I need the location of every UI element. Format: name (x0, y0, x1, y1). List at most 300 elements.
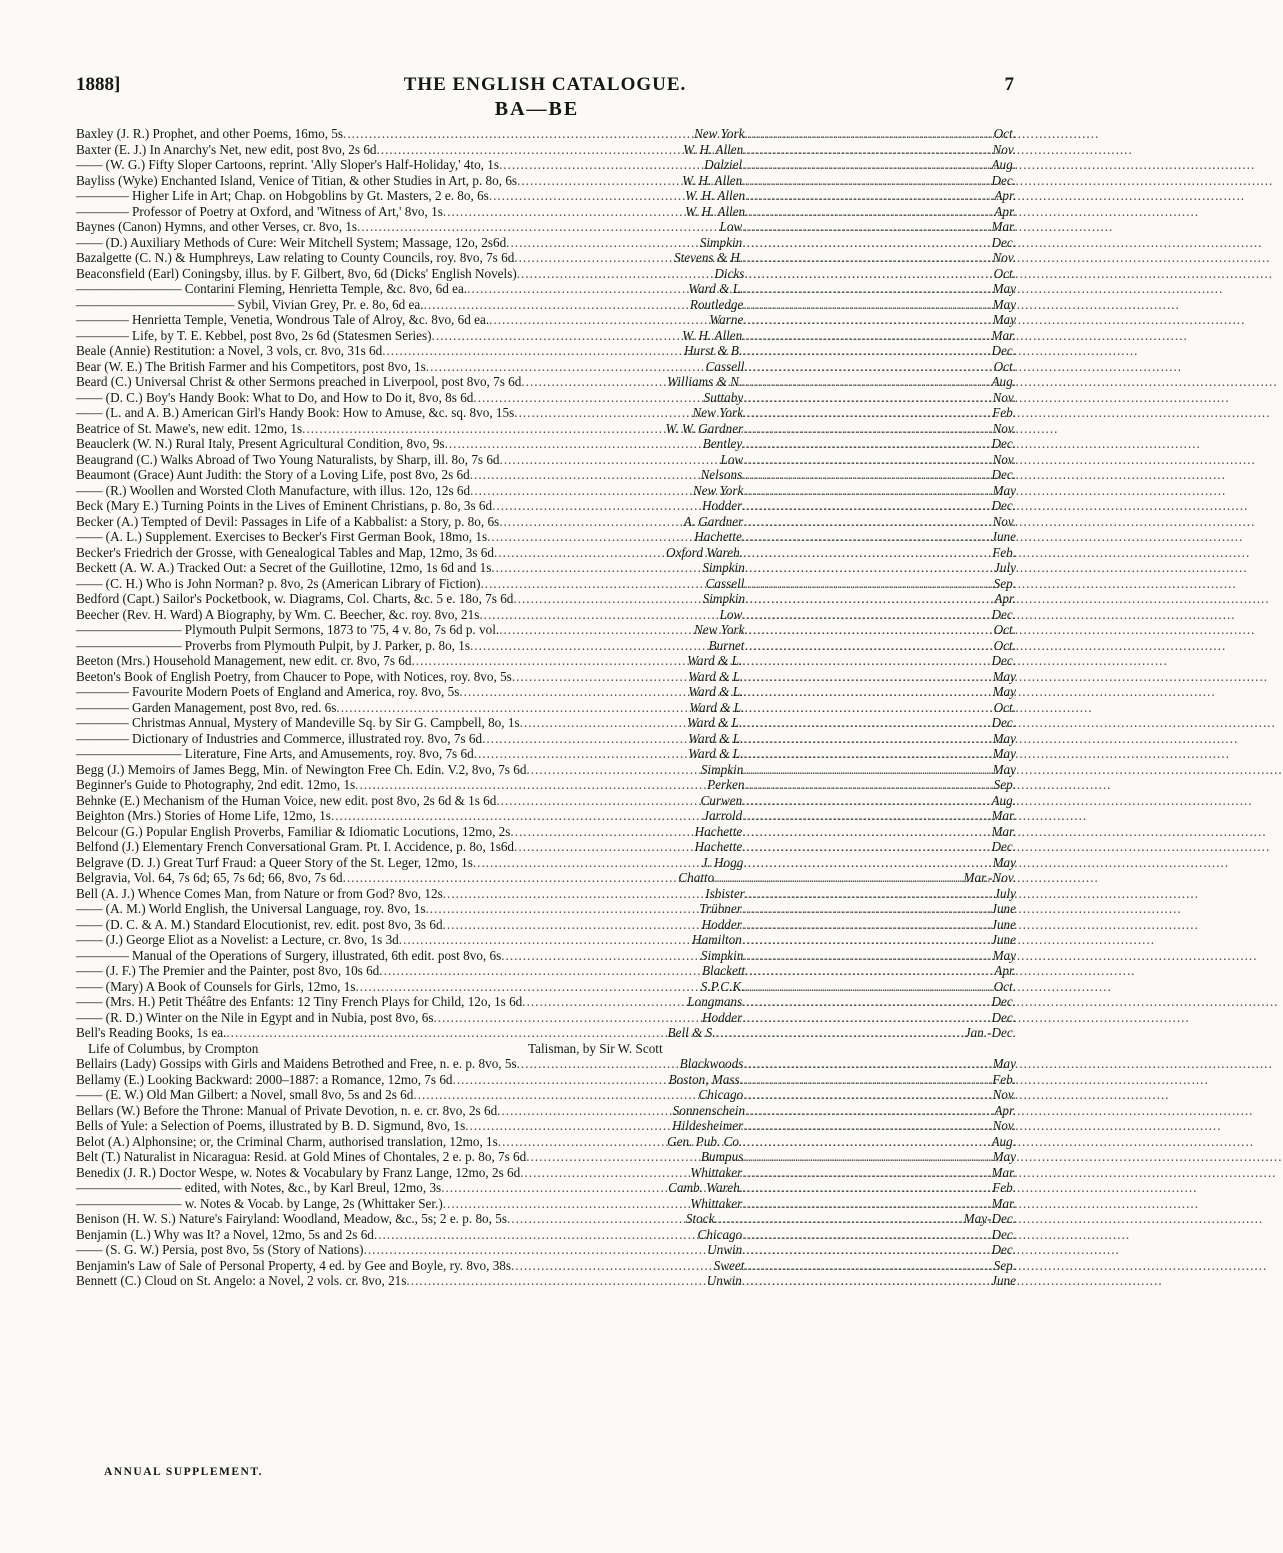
entry-publisher: Hamilton (692, 932, 742, 947)
entry-publisher-wrap (686, 932, 1016, 948)
entry-publisher-wrap (660, 545, 1016, 561)
entry-publisher-wrap (692, 1227, 1016, 1243)
entry-publisher: Ward & L. (687, 715, 743, 730)
entry-publisher: Ward & L. (688, 281, 744, 296)
entry-date: Apr. (994, 963, 1016, 978)
entry-publisher-wrap (687, 405, 1016, 421)
dot-leader (743, 281, 992, 297)
entry-title: Belt (T.) Naturalist in Nicaragua: Resid. at Gold Mines of Chontales, 2 e. p. 8o, 7s 6d (76, 1149, 527, 1164)
catalogue-entry (76, 638, 1016, 654)
entry-text-wrap (76, 746, 682, 762)
entry-publisher: Camb. Wareh. (668, 1180, 743, 1195)
dot-leader (743, 545, 992, 561)
entry-text-wrap (76, 1227, 692, 1243)
catalogue-entry (76, 374, 1016, 390)
dot-leader (743, 1087, 992, 1103)
entry-publisher-wrap (660, 421, 1016, 437)
entry-date: Dec. (991, 839, 1016, 854)
entry-publisher: Isbister (705, 885, 745, 901)
entry-publisher: Ward & L. (688, 746, 744, 761)
entry-date: May (992, 296, 1016, 312)
entry-text-wrap (76, 328, 676, 344)
dot-leader (743, 669, 992, 685)
entry-title: —— (A. M.) World English, the Universal Language, roy. 8vo, 1s (76, 901, 426, 916)
entry-title: Beecher (Rev. H. Ward) A Biography, by Wm. C. Beecher, &c. roy. 8vo, 21s (76, 606, 480, 622)
dot-leader (714, 870, 963, 886)
dot-leader (742, 824, 991, 840)
catalogue-entry (76, 514, 1016, 530)
entry-date: Apr. (994, 591, 1016, 606)
entry-publisher-wrap (663, 1072, 1016, 1088)
entry-text-wrap (76, 886, 699, 902)
entry-publisher-wrap (697, 436, 1016, 452)
catalogue-entry (76, 281, 1016, 297)
entry-publisher-wrap (708, 266, 1016, 282)
entry-publisher: Simpkin (702, 591, 746, 606)
dot-leader (745, 188, 994, 204)
entry-title: Beatrice of St. Mawe's, new edit. 12mo, 1s (76, 420, 303, 436)
entry-publisher: Chatto (678, 870, 715, 885)
dot-leader (744, 126, 993, 142)
dot-leader (742, 839, 991, 855)
entry-publisher: Blackwoods (679, 1056, 744, 1071)
entry-publisher: Hodder (701, 498, 743, 513)
entry-text-wrap (76, 948, 695, 964)
entry-date: Dec. (991, 653, 1016, 668)
catalogue-entry (76, 855, 1016, 871)
entry-date: Oct. (993, 978, 1016, 994)
entry-publisher: Blackett (701, 963, 746, 978)
entry-title: Benedix (J. R.) Doctor Wespe, w. Notes & Vocabulary by Franz Lange, 12mo, 2s 6d (76, 1164, 521, 1180)
entry-text-wrap (76, 979, 695, 995)
entry-text-wrap (76, 793, 694, 809)
catalogue-entry (76, 173, 1016, 189)
entry-date: Dec. (991, 1226, 1016, 1242)
entry-title: Bell's Reading Books, 1s ea. (76, 1025, 227, 1040)
entry-date: Mar. (991, 327, 1016, 343)
entry-date: May (992, 668, 1016, 684)
catalogue-entry (76, 204, 1016, 220)
entry-publisher-wrap (693, 901, 1016, 917)
dot-leader (743, 731, 992, 747)
entry-publisher: Burnet (708, 637, 745, 653)
entry-publisher-wrap (697, 808, 1016, 824)
dot-leader (742, 1165, 991, 1181)
entry-publisher-wrap (682, 669, 1016, 685)
entry-title: —— (Mrs. H.) Petit Théâtre des Enfants: 12 Tiny French Plays for Child, 12o, 1s 6d (76, 994, 523, 1009)
entry-title: ———— Henrietta Temple, Venetia, Wondrous Tale of Alroy, &c. 8vo, 6d ea. (76, 312, 490, 327)
dot-leader (743, 405, 992, 421)
catalogue-entry (76, 1010, 1016, 1026)
entry-publisher: Unwin (707, 1242, 743, 1257)
catalogue-entry (76, 932, 1016, 948)
entry-date: Dec. (991, 606, 1016, 622)
entry-title: Belgrave (D. J.) Great Turf Fraud: a Queer Story of the St. Leger, 12mo, 1s (76, 854, 473, 870)
entry-publisher-wrap (688, 622, 1016, 638)
entry-date: Mar. (991, 823, 1016, 839)
entry-date: Dec. (991, 1242, 1016, 1257)
entry-title: —— (R.) Woollen and Worsted Cloth Manufacture, with illus. 12o, 12s 6d (76, 482, 471, 498)
entry-publisher-wrap (696, 963, 1016, 979)
entry-title: ———————— Literature, Fine Arts, and Amusements, roy. 8vo, 7s 6d (76, 746, 474, 761)
dot-leader (742, 1227, 991, 1243)
entry-title: ———————— w. Notes & Vocab. by Lange, 2s (Whittaker Ser.) (76, 1195, 443, 1211)
entry-date: May (992, 730, 1016, 746)
entry-publisher: Low (720, 451, 744, 467)
dot-leader (742, 157, 991, 173)
catalogue-entry (76, 405, 1016, 421)
catalogue-entry (76, 1242, 1016, 1258)
entry-text-wrap (76, 1211, 680, 1227)
entry-publisher: W. H. Allen (683, 141, 744, 157)
entry-title: Beginner's Guide to Photography, 2nd edit. 12mo, 1s (76, 777, 356, 792)
entry-publisher: Nelsons (700, 467, 743, 482)
dot-leader (742, 219, 991, 235)
entry-text-wrap (76, 157, 698, 173)
entry-text-wrap (76, 824, 689, 840)
dot-leader (742, 1273, 991, 1289)
entry-date: Dec. (991, 498, 1016, 513)
dot-leader (742, 235, 991, 251)
dot-leader (743, 452, 992, 468)
entry-publisher: Hachette (694, 823, 743, 839)
catalogue-entry (76, 1072, 1016, 1088)
catalogue-entry (76, 328, 1016, 344)
entry-publisher-wrap (661, 374, 1016, 390)
entry-text-wrap (76, 1273, 701, 1289)
entry-publisher: Stevens & H. (674, 250, 744, 265)
entry-publisher-wrap (696, 917, 1016, 933)
catalogue-entry (76, 157, 1016, 173)
entry-text-wrap (76, 855, 696, 871)
entry-publisher: Hodder (701, 916, 742, 932)
entry-publisher: Whittaker (690, 1195, 743, 1211)
entry-publisher-wrap (696, 1010, 1016, 1026)
entry-title: —— (S. G. W.) Persia, post 8vo, 5s (Story of Nations) (76, 1242, 364, 1257)
entry-text-wrap (76, 1087, 693, 1103)
entry-publisher-wrap (681, 994, 1016, 1010)
entry-publisher: Ward & L. (688, 730, 744, 746)
dot-leader (743, 948, 992, 964)
entry-title: ———— Dictionary of Industries and Commerce, illustrated roy. 8vo, 7s 6d (76, 730, 483, 746)
entry-publisher: Hurst & B. (684, 343, 743, 358)
catalogue-entry (76, 591, 1016, 607)
entry-publisher-wrap (668, 250, 1016, 266)
entry-publisher: Chicago (698, 1087, 744, 1102)
entry-text-wrap (76, 436, 697, 452)
entry-publisher: Trübner (699, 901, 742, 916)
entry-text-wrap (76, 994, 681, 1010)
entry-date: June (991, 901, 1016, 916)
entry-date: Oct. (993, 622, 1016, 637)
catalogue-entry (76, 126, 1016, 142)
entry-text-wrap (76, 545, 660, 561)
entry-text-wrap (76, 669, 682, 685)
dot-leader (742, 1242, 991, 1258)
entry-publisher: Chicago (697, 1226, 743, 1242)
entry-text-wrap (76, 529, 688, 545)
entry-date: May-Dec. (963, 1211, 1016, 1226)
entry-publisher: Routledge (689, 296, 744, 312)
catalogue-entry (76, 622, 1016, 638)
entry-publisher-wrap (696, 498, 1016, 514)
entry-title: Beighton (Mrs.) Stories of Home Life, 12mo, 1s (76, 808, 331, 823)
entry-publisher-wrap (695, 948, 1016, 964)
dot-leader (744, 576, 993, 592)
entry-text-wrap (76, 312, 703, 328)
entry-title: Benjamin (L.) Why was It? a Novel, 12mo, 5s and 2s 6d (76, 1226, 374, 1242)
catalogue-entry (76, 762, 1016, 778)
dot-leader (743, 684, 992, 700)
catalogue-entry (76, 715, 1016, 731)
entry-publisher-wrap (693, 1087, 1016, 1103)
entry-publisher-wrap (687, 483, 1016, 499)
entry-date: Dec. (991, 1009, 1016, 1025)
entry-publisher-wrap (688, 529, 1016, 545)
entry-publisher: Hachette (694, 839, 743, 854)
entry-date: Apr. (994, 1102, 1016, 1118)
entry-title: Beaumont (Grace) Aunt Judith: the Story of a Loving Life, post 8vo, 2s 6d (76, 467, 470, 482)
entry-text-wrap (76, 901, 693, 917)
entry-title: Belot (A.) Alphonsine; or, the Criminal Charm, authorised translation, 12mo, 1s (76, 1133, 498, 1149)
dot-leader (745, 591, 994, 607)
entry-publisher: Simpkin (702, 560, 745, 575)
dot-leader (743, 142, 992, 158)
entry-publisher-wrap (666, 1118, 1016, 1134)
entry-publisher-wrap (689, 839, 1016, 855)
entry-date: Feb. (992, 1071, 1016, 1087)
entry-date: Oct. (993, 126, 1016, 141)
entry-publisher-wrap (662, 1025, 1016, 1041)
entry-title: —— (A. L.) Supplement. Exercises to Becker's First German Book, 18mo, 1s (76, 529, 488, 544)
dot-leader (745, 1103, 994, 1119)
entry-text-wrap (76, 390, 698, 406)
entry-publisher: W. H. Allen (685, 203, 746, 219)
catalogue-entry (76, 684, 1016, 700)
entry-publisher-wrap (682, 731, 1016, 747)
entry-publisher: Warne (709, 312, 744, 327)
dot-leader (742, 529, 991, 545)
dot-leader (742, 607, 991, 623)
entry-text-wrap (76, 1118, 666, 1134)
entry-date: Oct. (993, 358, 1016, 374)
catalogue-entry (76, 219, 1016, 235)
entry-date: July (994, 560, 1016, 575)
running-title: THE ENGLISH CATALOGUE. (403, 74, 687, 95)
catalogue-entry (76, 529, 1016, 545)
entry-title: ———— Manual of the Operations of Surgery, illustrated, 6th edit. post 8vo, 6s (76, 947, 502, 963)
entry-publisher-wrap (672, 870, 1016, 886)
dot-leader (742, 436, 991, 452)
entry-publisher: Jarrold (703, 808, 743, 823)
entry-publisher: Simpkin (700, 761, 744, 777)
dot-leader (743, 250, 992, 266)
dot-leader (742, 467, 991, 483)
entry-date: Oct. (993, 637, 1016, 653)
entry-title: Baxley (J. R.) Prophet, and other Poems, 16mo, 5s (76, 126, 344, 141)
dot-leader (714, 1211, 963, 1227)
catalogue-entry (76, 142, 1016, 158)
dot-leader (743, 1118, 992, 1134)
entry-date: May (992, 482, 1016, 498)
entry-publisher-wrap (682, 746, 1016, 762)
entry-date: Mar. (991, 1164, 1016, 1180)
entry-text-wrap (76, 622, 688, 638)
entry-title: Beaconsfield (Earl) Coningsby, illus. by F. Gilbert, 8vo, 6d (Dicks' English Novels) (76, 265, 517, 281)
entry-publisher: Suttaby (703, 389, 744, 405)
entry-publisher-wrap (689, 824, 1016, 840)
entry-date: Aug. (991, 1133, 1016, 1149)
catalogue-entry (76, 839, 1016, 855)
entry-publisher-wrap (667, 1103, 1016, 1119)
catalogue-entry (76, 1211, 1016, 1227)
entry-title: Becker's Friedrich der Grosse, with Genealogical Tables and Map, 12mo, 3s 6d (76, 544, 494, 560)
entry-publisher: Ward & L. (688, 684, 744, 699)
entry-title: Bell (A. J.) Whence Comes Man, from Nature or from God? 8vo, 12s (76, 885, 443, 901)
entry-publisher: Bell & S. (667, 1025, 716, 1040)
entry-publisher-wrap (678, 514, 1016, 530)
catalogue-entry (76, 498, 1016, 514)
catalogue-entry (76, 607, 1016, 623)
entry-text-wrap (76, 421, 660, 437)
catalogue-entry (76, 669, 1016, 685)
dot-leader (743, 762, 992, 778)
entry-text-wrap (76, 1103, 667, 1119)
entry-date: Nov. (992, 389, 1016, 405)
entry-text-wrap (76, 1258, 708, 1274)
entry-text-wrap (76, 700, 683, 716)
catalogue-entry (76, 545, 1016, 561)
dot-leader (742, 715, 991, 731)
entry-publisher-wrap (694, 235, 1016, 251)
entry-publisher: Hildesheimer (672, 1118, 744, 1133)
entry-text-wrap (76, 1242, 701, 1258)
subline-right: Talisman, by Sir W. Scott (528, 1040, 663, 1056)
entry-publisher: Low (719, 606, 743, 622)
entry-text-wrap (76, 638, 703, 654)
entry-publisher-wrap (674, 1056, 1016, 1072)
entry-publisher: S.P.C.K. (700, 978, 745, 994)
entry-date: July (994, 885, 1016, 901)
dot-leader (742, 328, 991, 344)
entry-text-wrap (76, 591, 697, 607)
entry-title: —— (Mary) A Book of Counsels for Girls, 12mo, 1s (76, 978, 356, 994)
entry-date: Oct. (993, 265, 1016, 281)
entry-date: Dec. (991, 715, 1016, 730)
page-header (76, 74, 1014, 100)
entry-date: Jan.-Dec. (964, 1025, 1016, 1040)
entry-title: ———— Christmas Annual, Mystery of Mandeville Sq. by Sir G. Campbell, 8o, 1s (76, 715, 520, 730)
catalogue-entry (76, 1273, 1016, 1289)
entry-publisher: Sweet (713, 1257, 745, 1273)
entry-publisher: Longmans (687, 994, 743, 1009)
entry-text-wrap (76, 1025, 662, 1041)
entry-title: Baxter (E. J.) In Anarchy's Net, new edit, post 8vo, 2s 6d (76, 141, 377, 157)
catalogue-entry (76, 979, 1016, 995)
catalogue-entry (76, 777, 1016, 793)
entry-text-wrap (76, 250, 668, 266)
dot-leader (742, 374, 991, 390)
entry-date: Mar. (991, 219, 1016, 234)
entry-title: —— (D. C. & A. M.) Standard Elocutionist, rev. edit. post 8vo, 3s 6d (76, 916, 443, 932)
section-heading: BA—BE (494, 98, 580, 120)
dot-leader (745, 560, 994, 576)
entry-publisher: New York (692, 405, 743, 420)
dot-leader (742, 653, 991, 669)
entry-title: Begg (J.) Memoirs of James Begg, Min. of Newington Free Ch. Edin. V.2, 8vo, 7s 6d (76, 761, 527, 777)
entry-list (76, 126, 1016, 1289)
catalogue-entry (76, 1025, 1016, 1041)
entry-title: Behnke (E.) Mechanism of the Human Voice, new edit. post 8vo, 2s 6d & 1s 6d (76, 792, 497, 808)
entry-text-wrap (76, 188, 679, 204)
entry-date: Nov. (992, 513, 1016, 529)
entry-title: ———— Higher Life in Art; Chap. on Hobgoblins by Gt. Masters, 2 e. 8o, 6s (76, 188, 489, 203)
entry-date: Nov. (992, 420, 1016, 436)
dot-leader (743, 312, 992, 328)
entry-title: —— (J.) George Eliot as a Novelist: a Lecture, cr. 8vo, 1s 3d (76, 932, 399, 947)
entry-text-wrap (76, 762, 695, 778)
entry-text-wrap (76, 576, 700, 592)
dot-leader (743, 483, 992, 499)
entry-title: Bells of Yule: a Selection of Poems, illustrated by B. D. Sigmund, 8vo, 1s (76, 1118, 466, 1133)
entry-text-wrap (76, 653, 681, 669)
entry-title: ———————— Proverbs from Plymouth Pulpit, by J. Parker, p. 8o, 1s (76, 637, 470, 653)
catalogue-entry (76, 235, 1016, 251)
entry-text-wrap (76, 204, 679, 220)
entry-title: ———————————— Sybil, Vivian Grey, Pr. e. 8o, 6d ea. (76, 296, 424, 312)
entry-publisher-wrap (708, 1258, 1016, 1274)
entry-publisher-wrap (679, 188, 1016, 204)
entry-title: Bedford (Capt.) Sailor's Pocketbook, w. Diagrams, Col. Charts, &c. 5 e. 18o, 7s 6d (76, 591, 514, 606)
entry-text-wrap (76, 483, 687, 499)
entry-date: Nov. (992, 451, 1016, 467)
entry-text-wrap (76, 405, 687, 421)
catalogue-entry (76, 452, 1016, 468)
entry-text-wrap (76, 452, 714, 468)
entry-title: Beaugrand (C.) Walks Abroad of Two Young Naturalists, by Sharp, ill. 8o, 7s 6d (76, 451, 500, 467)
entry-date: Sep. (993, 777, 1016, 792)
catalogue-entry (76, 421, 1016, 437)
entry-text-wrap (76, 219, 714, 235)
entry-title: Benison (H. W. S.) Nature's Fairyland: Woodland, Meadow, &c., 5s; 2 e. p. 8o, 5s (76, 1211, 507, 1226)
entry-date: Dec. (991, 234, 1016, 250)
entry-publisher: Hachette (694, 529, 742, 544)
catalogue-entry (76, 1227, 1016, 1243)
entry-date: Aug. (991, 792, 1016, 808)
entry-publisher-wrap (683, 700, 1016, 716)
catalogue-entry (76, 653, 1016, 669)
dot-leader (742, 1196, 991, 1212)
entry-text-wrap (76, 126, 688, 142)
entry-date: June (991, 1273, 1016, 1288)
entry-text-wrap (76, 343, 678, 359)
entry-title: —— (D.) Auxiliary Methods of Cure: Weir Mitchell System; Massage, 12o, 2s6d (76, 234, 507, 250)
entry-publisher-wrap (694, 467, 1016, 483)
entry-publisher: Dalziel (704, 157, 743, 172)
entry-date: May (992, 761, 1016, 777)
dot-leader (743, 1056, 992, 1072)
entry-text-wrap (76, 281, 682, 297)
entry-date: June (991, 529, 1016, 544)
dot-leader (745, 204, 994, 220)
catalogue-entry (76, 1149, 1016, 1165)
entry-date: Mar. (991, 808, 1016, 823)
entry-publisher: Boston, Mass. (668, 1071, 743, 1087)
entry-publisher-wrap (676, 173, 1016, 189)
catalogue-entry (76, 1196, 1016, 1212)
entry-title: —— (E. W.) Old Man Gilbert: a Novel, small 8vo, 5s and 2s 6d (76, 1087, 414, 1102)
entry-text-wrap (76, 1196, 684, 1212)
